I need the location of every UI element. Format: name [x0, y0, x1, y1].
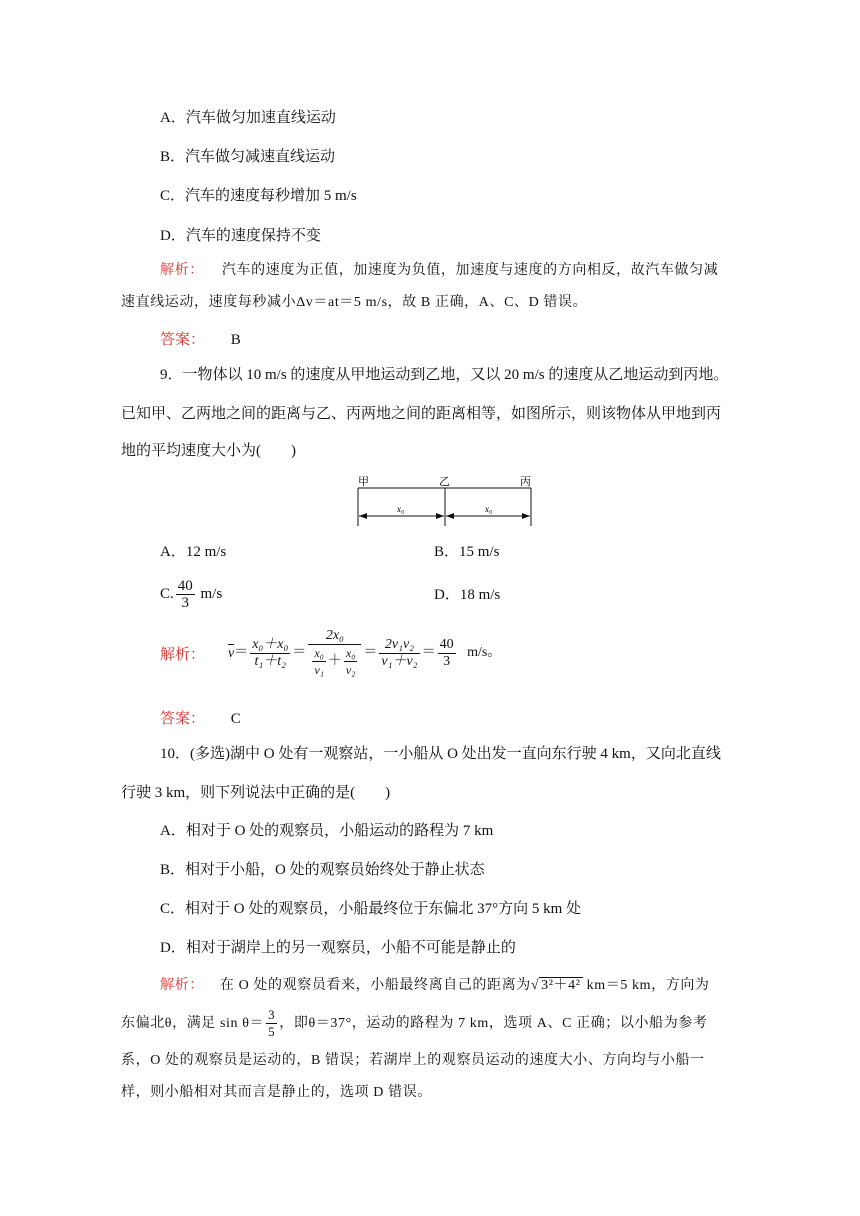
q8-answer-label: 答案： [160, 332, 206, 348]
q9-analysis-label: 解析： [160, 647, 206, 663]
q8-answer [160, 330, 241, 350]
q8-analysis-line1: 解析： 汽车的速度为正值，加速度为负值，加速度与速度的方向相反，故汽车做匀减 [160, 263, 719, 278]
figure-label-yi: 乙 [439, 476, 450, 488]
q9-analysis-formula: v＝ $\frac{\text{x₀＋x₀}}{\text{t₁＋t₂}}$ ＝ 2x₀ $\frac{\text{x₀}}{\text{v₁}}$ ＋ $\frac{\text{x₀}}{\text{v₂}}$ ＝ $\frac{\text{2v₁v₂}}{\text{v₁＋v₂}}$ ＝ $\frac{40}{3}$ m/s。 [228, 628, 502, 677]
q10-analysis-line3: 系，O 处的观察员是运动的，B 错误；若湖岸上的观察员运动的速度大小、方向均与小船一 [121, 1053, 705, 1068]
figure-segment-label-2: x₀ [485, 504, 493, 514]
q9-stem-line3: 地的平均速度大小为( ) [121, 443, 296, 459]
figure-segment-label-1: x₀ [397, 504, 405, 514]
q10-analysis-line4: 样，则小船相对其而言是静止的，选项 D 错误。 [121, 1085, 432, 1100]
q9-stem-line1: 9．一物体以 10 m/s 的速度从甲地运动到乙地，又以 20 m/s 的速度从乙地运动到丙地。 [160, 367, 729, 383]
q9-answer-value: C [230, 711, 241, 727]
q10-option-c: C．相对于 O 处的观察员，小船最终位于东偏北 37°方向 5 km 处 [160, 901, 582, 917]
q8-answer-value: B [230, 332, 241, 348]
q10-analysis-label: 解析： [160, 978, 204, 993]
q9-option-d: D．18 m/s [434, 587, 501, 603]
q9-answer-label: 答案： [160, 711, 206, 727]
q8-analysis-label: 解析： [160, 263, 204, 278]
q10-stem-line1: 10．(多选)湖中 O 处有一观察站，一小船从 O 处出发一直向东行驶 4 km，又向北直线 [160, 746, 721, 762]
q9-stem-line2: 已知甲、乙两地之间的距离与乙、丙两地之间的距离相等，如图所示，则该物体从甲地到丙 [121, 406, 722, 422]
q8-option-d: D．汽车的速度保持不变 [160, 228, 321, 244]
q10-analysis-line1: 解析： 在 O 处的观察员看来，小船最终离自己的距离为√ 3²＋4² km＝5 km，方向为 [160, 978, 710, 993]
q8-analysis-line2: 速直线运动，速度每秒减小Δv＝at＝5 m/s，故 B 正确，A、C、D 错误。 [121, 295, 588, 310]
q10-option-a: A．相对于 O 处的观察员，小船运动的路程为 7 km [160, 823, 494, 839]
q8-option-a: A．汽车做匀加速直线运动 [160, 110, 336, 126]
q8-option-b: B．汽车做匀减速直线运动 [160, 149, 336, 165]
q8-option-c: C．汽车的速度每秒增加 5 m/s [160, 188, 357, 204]
q10-option-b: B．相对于小船，O 处的观察员始终处于静止状态 [160, 862, 485, 878]
figure-label-jia: 甲 [358, 476, 369, 488]
q9-option-b: B．15 m/s [434, 544, 500, 560]
figure-label-bing: 丙 [520, 476, 531, 488]
q10-option-d: D．相对于湖岸上的另一观察员，小船不可能是静止的 [160, 940, 516, 956]
q9-answer [160, 709, 241, 729]
q9-option-a: A．12 m/s [160, 544, 227, 560]
q10-analysis-line2: 东偏北θ，满足 sin θ＝ $\frac{3}{5}$ ，即θ＝37°，运动的路程为 7 km，选项 A、C 正确；以小船为参考 [121, 1007, 708, 1040]
q10-stem-line2: 行驶 3 km，则下列说法中正确的是( ) [121, 785, 391, 801]
q9-figure-diagram [345, 474, 545, 526]
q9-option-c: C. $\frac{40}{3}$ m/s [160, 578, 223, 611]
